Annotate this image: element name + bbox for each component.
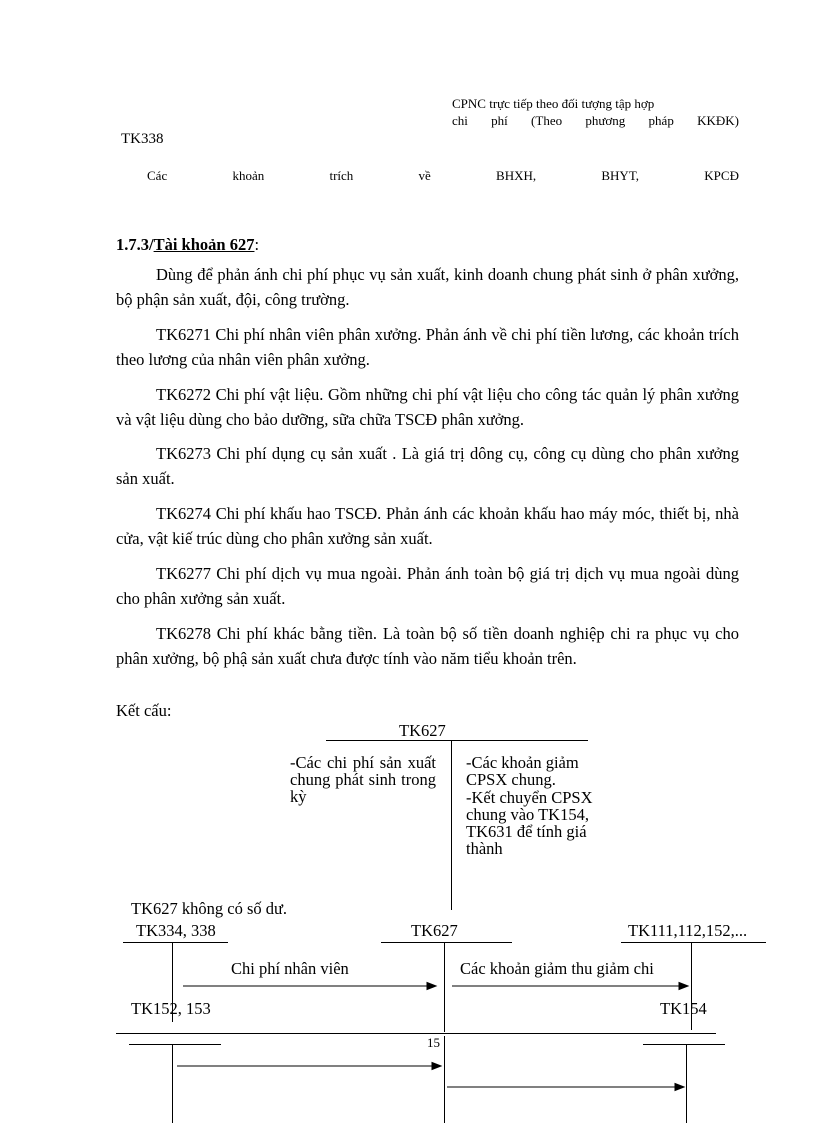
paragraph-tk6274: TK6274 Chi phí khấu hao TSCĐ. Phản ánh các khoản khấu hao máy móc, thiết bị, nhà cửa, vật kiế trúc dùng cho phân xưởng sản xuất. (116, 504, 739, 548)
paragraph-intro: Dùng để phản ánh chi phí phục vụ sản xuất, kinh doanh chung phát sinh ở phân xưởng, bộ phận sản xuất, đội, công trường. (116, 265, 739, 309)
flow-tk-right: TK111,112,152,... (628, 921, 748, 940)
no-balance-note: TK627 không có số dư. (131, 899, 288, 918)
word: trích (329, 168, 354, 183)
t-account-credit-2: -Kết chuyển CPSX chung vào TK154, TK631 để tính giá thành (466, 788, 593, 858)
word: chi (452, 113, 468, 128)
cont-right-horizontal (643, 1044, 725, 1045)
section-title: Tài khoản 627 (153, 235, 255, 254)
section-number: 1.7.3/ (116, 235, 154, 254)
word: pháp (648, 113, 674, 128)
flow-tk-left-2: TK152, 153 (131, 999, 211, 1018)
ket-cau-label: Kết cấu: (116, 701, 172, 720)
word: KPCĐ (704, 168, 739, 183)
section-colon: : (254, 235, 260, 254)
flow-tk-mid: TK627 (411, 921, 458, 940)
arrow-3 (177, 1063, 441, 1070)
paragraph-tk6277: TK6277 Chi phí dịch vụ mua ngoài. Phản ánh toàn bộ giá trị dịch vụ mua ngoài dùng cho phân xưởng sản xuất. (116, 564, 739, 608)
arrow-4 (447, 1084, 684, 1091)
arrow-1 (183, 983, 436, 990)
cont-left-horizontal (129, 1044, 221, 1045)
paragraph-tk6272: TK6272 Chi phí vật liệu. Gồm những chi phí vật liệu cho công tác quản lý phân xưởng và vật liệu dùng cho bảo dưỡng, sữa chữa TSCĐ phân xưởng. (116, 385, 739, 429)
cpnc-line-1: CPNC trực tiếp theo đối tượng tập hợp (452, 96, 655, 111)
cont-left-vertical (172, 1044, 173, 1123)
t-account-credit-1: -Các khoản giảm CPSX chung. (466, 753, 579, 789)
arrow-1-label: Chi phí nhân viên (231, 959, 349, 978)
word: phương (585, 113, 626, 128)
cont-right-vertical (686, 1044, 687, 1123)
word: BHXH, (496, 168, 537, 183)
word: khoản (232, 168, 265, 183)
paragraph-tk6271: TK6271 Chi phí nhân viên phân xưởng. Phản ánh về chi phí tiền lương, các khoản trích theo lương của nhân viên phân xưởng. (116, 325, 739, 369)
flow-tk-left: TK334, 338 (136, 921, 216, 940)
word: BHYT, (601, 168, 640, 183)
footer-rule (116, 1033, 716, 1034)
paragraph-tk6273: TK6273 Chi phí dụng cụ sản xuất . Là giá trị dông cụ, công cụ dùng cho phân xưởng sản xuất. (116, 444, 739, 488)
word: về (418, 168, 431, 183)
word: Các (147, 168, 168, 183)
word: phí (491, 113, 508, 128)
tk338-label: TK338 (121, 131, 164, 147)
flow-tk-right-2: TK154 (660, 999, 707, 1018)
arrow-2-label: Các khoản giảm thu giảm chi (460, 959, 654, 978)
word: KKĐK) (697, 113, 739, 128)
t-account-title: TK627 (399, 721, 446, 740)
paragraph-tk6278: TK6278 Chi phí khác bằng tiền. Là toàn bộ số tiền doanh nghiệp chi ra phục vụ cho phân xưởng, bộ phậ sản xuất chưa được tính vào năm tiểu khoản trên. (116, 624, 739, 668)
word: (Theo (531, 113, 563, 128)
cont-mid-vertical (444, 1036, 445, 1123)
t-account-debit: -Các chi phí sản xuất chung phát sinh trong kỳ (290, 753, 436, 806)
arrow-2 (452, 983, 688, 990)
page-number: 15 (427, 1035, 440, 1050)
